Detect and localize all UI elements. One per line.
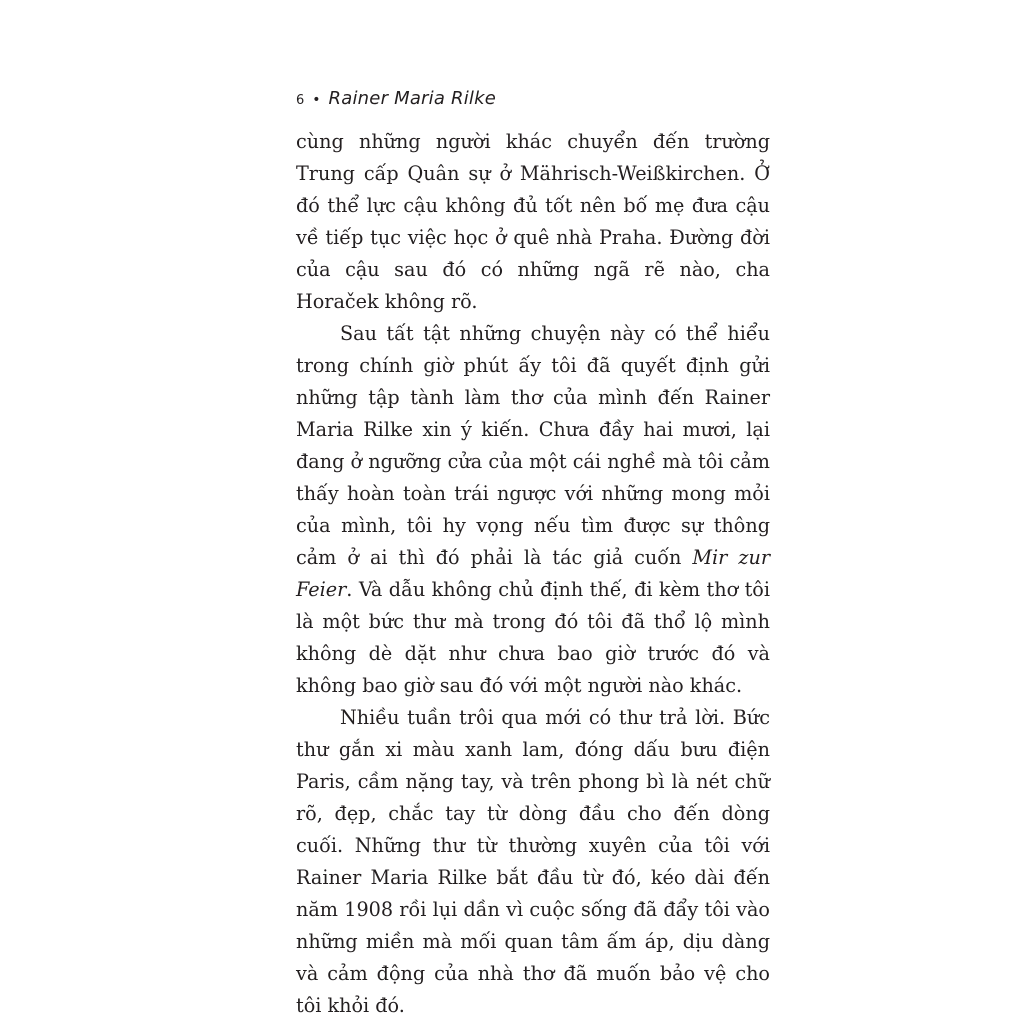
- book-page: [296, 88, 770, 1022]
- running-head-separator: •: [312, 92, 321, 108]
- page-number: 6: [296, 93, 305, 108]
- paragraph-2-text-end: . Và dẫu không chủ định thế, đi kèm thơ tôi là một bức thư mà trong đó tôi đã thổ lộ mình không dè dặt như chưa bao giờ trước đó và không bao giờ sau đó với một người nào khác.: [296, 578, 770, 697]
- running-head-author: Rainer Maria Rilke: [328, 88, 497, 109]
- paragraph-1: cùng những người khác chuyển đến trường Trung cấp Quân sự ở Mährisch-Weißkirchen. Ở đó thể lực cậu không đủ tốt nên bố mẹ đưa cậu về tiếp tục việc học ở quê nhà Praha. Đường đời của cậu sau đó có những ngã rẽ nào, cha Horaček không rõ.: [296, 130, 770, 313]
- paragraph-2: [296, 318, 770, 702]
- running-head: [296, 88, 770, 118]
- book-title-italic: Mir zur Feier: [296, 546, 770, 601]
- paragraph-3: Nhiều tuần trôi qua mới có thư trả lời. Bức thư gắn xi màu xanh lam, đóng dấu bưu điện Paris, cầm nặng tay, và trên phong bì là nét chữ rõ, đẹp, chắc tay từ dòng đầu cho đến dòng cuối. Những thư từ thường xuyên của tôi với Rainer Maria Rilke bắt đầu từ đó, kéo dài đến năm 1908 rồi lụi dần vì cuộc sống đã đẩy tôi vào những miền mà mối quan tâm ấm áp, dịu dàng và cảm động của nhà thơ đã muốn bảo vệ cho tôi khỏi đó.: [296, 706, 770, 1017]
- body-text: [296, 126, 770, 1022]
- paragraph-2-text-start: Sau tất tật những chuyện này có thể hiểu trong chính giờ phút ấy tôi đã quyết định gửi những tập tành làm thơ của mình đến Rainer Maria Rilke xin ý kiến. Chưa đầy hai mươi, lại đang ở ngưỡng cửa của một cái nghề mà tôi cảm thấy hoàn toàn trái ngược với những mong mỏi của mình, tôi hy vọng nếu tìm được sự thông cảm ở ai thì đó phải là tác giả cuốn: [296, 322, 770, 569]
